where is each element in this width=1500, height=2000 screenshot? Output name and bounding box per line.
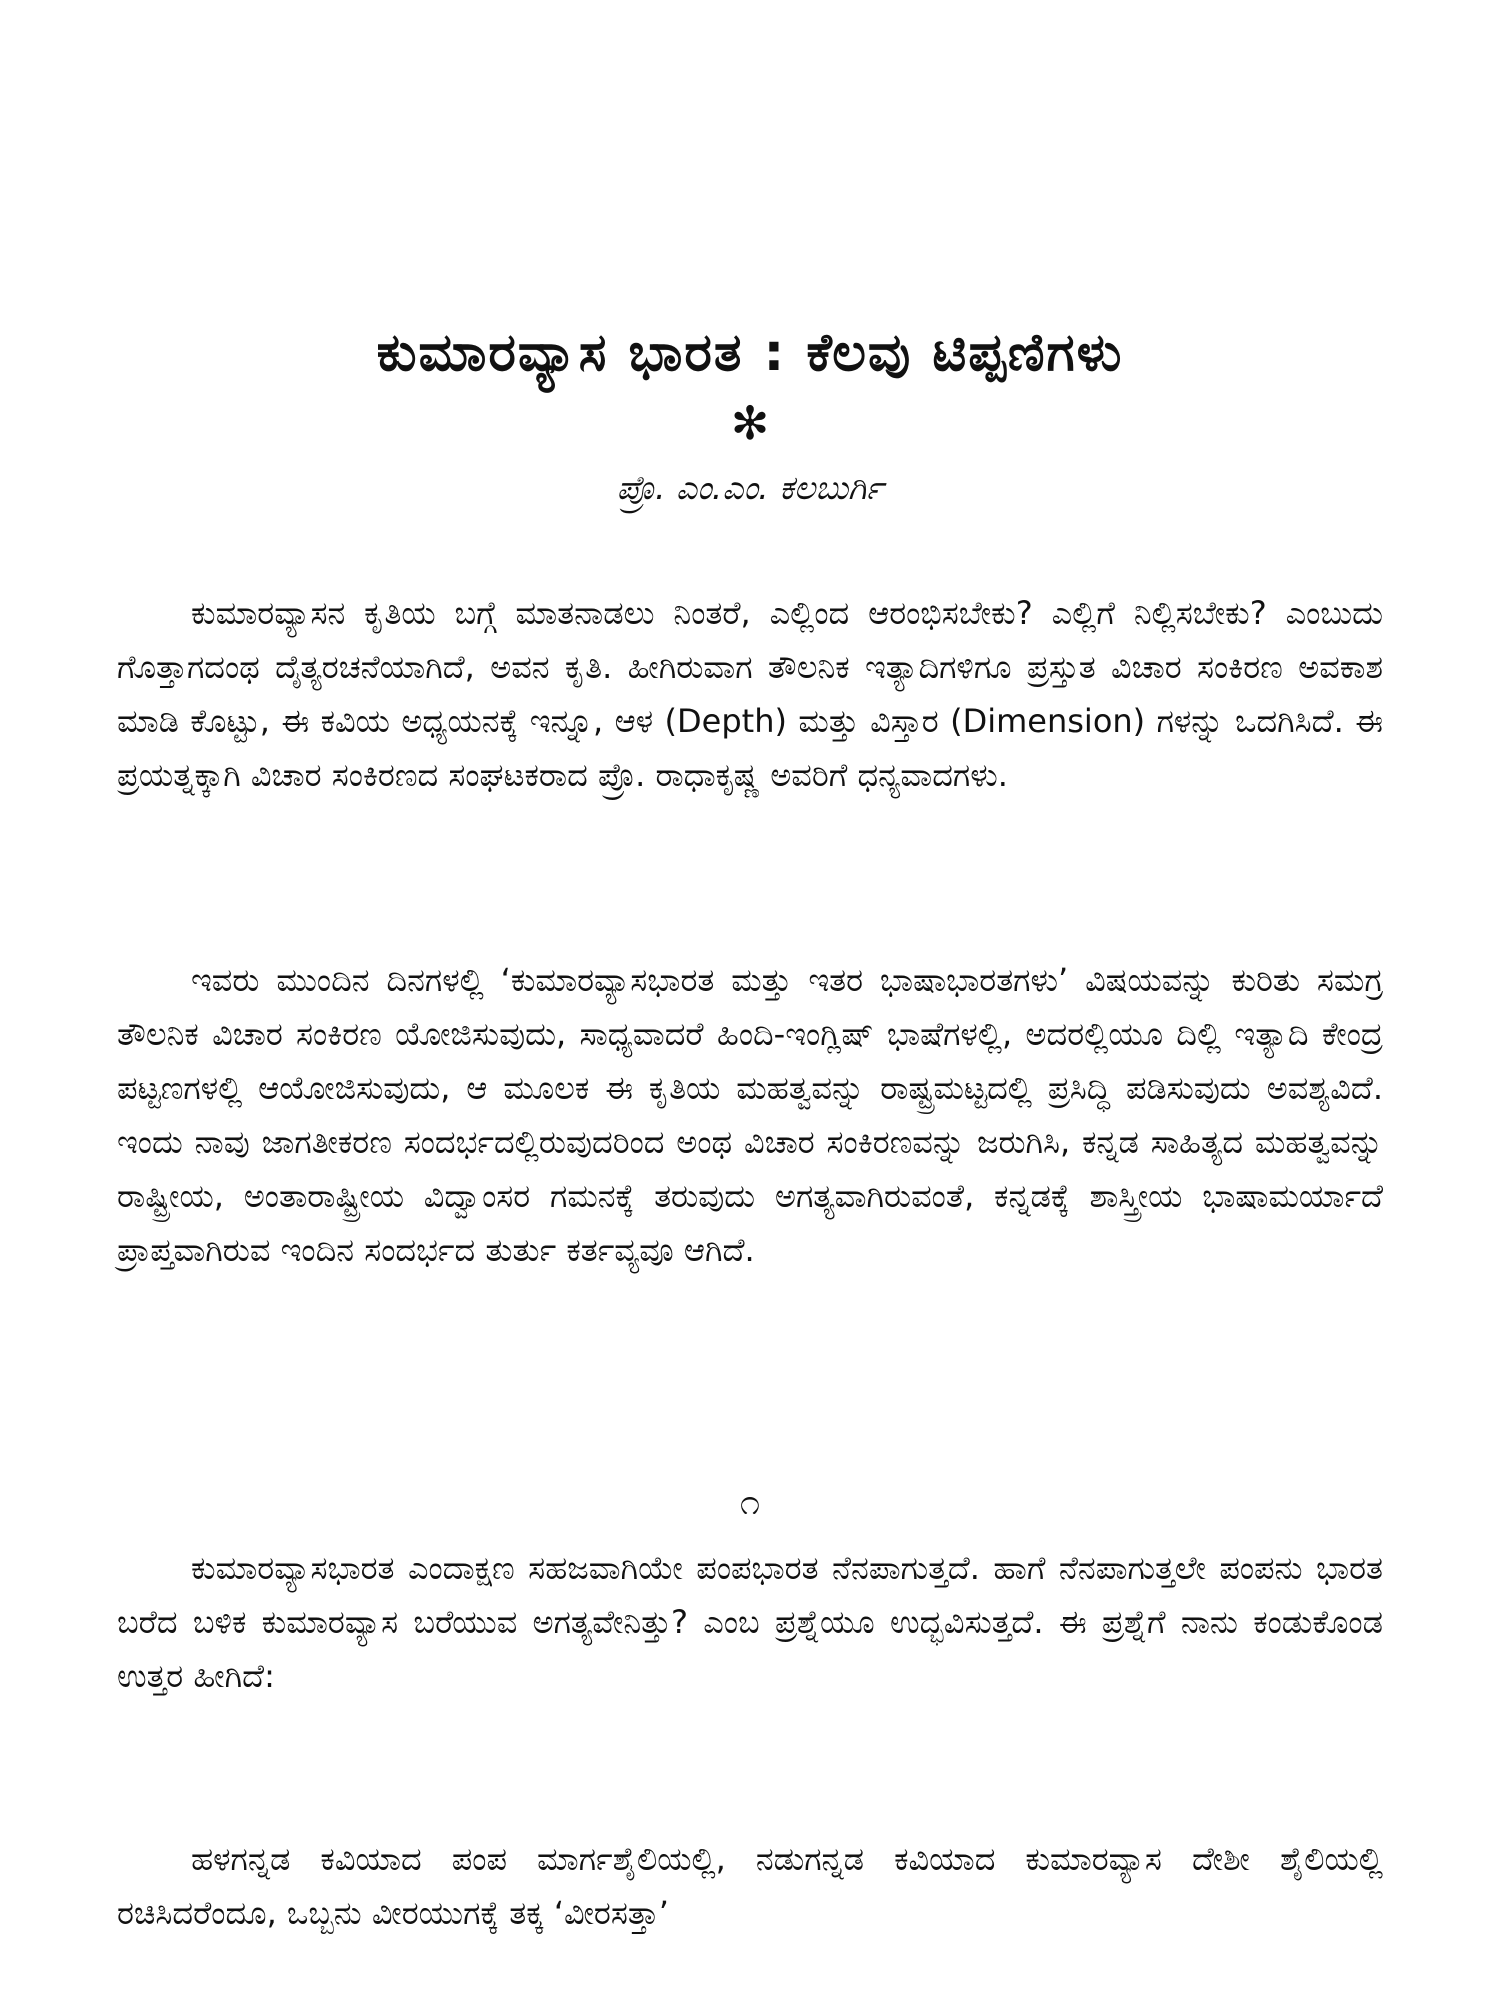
- author-name: ಪ್ರೊ. ಎಂ.ಎಂ. ಕಲಬುರ್ಗಿ: [616, 468, 884, 507]
- paragraph-text: ಇವರು ಮುಂದಿನ ದಿನಗಳಲ್ಲಿ ‘ಕುಮಾರವ್ಯಾಸಭಾರತ ಮತ್ತು ಇತರ ಭಾಷಾಭಾರತಗಳು’ ವಿಷಯವನ್ನು ಕುರಿತು ಸಮಗ್ರ ತೌಲನಿಕ ವಿಚಾರ ಸಂಕಿರಣ ಯೋಜಿಸುವುದು, ಸಾಧ್ಯವಾದರೆ ಹಿಂದಿ-ಇಂಗ್ಲಿಷ್ ಭಾಷೆಗಳಲ್ಲಿ, ಅದರಲ್ಲಿಯೂ ದಿಲ್ಲಿ ಇತ್ಯಾದಿ ಕೇಂದ್ರ ಪಟ್ಟಣಗಳಲ್ಲಿ ಆಯೋಜಿಸುವುದು, ಆ ಮೂಲಕ ಈ ಕೃತಿಯ ಮಹತ್ವವನ್ನು ರಾಷ್ಟ್ರಮಟ್ಟದಲ್ಲಿ ಪ್ರಸಿದ್ಧಿ ಪಡಿಸುವುದು ಅವಶ್ಯವಿದೆ. ಇಂದು ನಾವು ಜಾಗತೀಕರಣ ಸಂದರ್ಭದಲ್ಲಿರುವುದರಿಂದ ಅಂಥ ವಿಚಾರ ಸಂಕಿರಣವನ್ನು ಜರುಗಿಸಿ, ಕನ್ನಡ ಸಾಹಿತ್ಯದ ಮಹತ್ವವನ್ನು ರಾಷ್ಟ್ರೀಯ, ಅಂತಾರಾಷ್ಟ್ರೀಯ ವಿದ್ವಾಂಸರ ಗಮನಕ್ಕೆ ತರುವುದು ಅಗತ್ಯವಾಗಿರುವಂತೆ, ಕನ್ನಡಕ್ಕೆ ಶಾಸ್ತ್ರೀಯ ಭಾಷಾಮರ್ಯಾದೆ ಪ್ರಾಪ್ತವಾಗಿರುವ ಇಂದಿನ ಸಂದರ್ಭದ ತುರ್ತು ಕರ್ತವ್ಯವೂ ಆಗಿದೆ.: [117, 961, 1383, 1269]
- article-title: ಕುಮಾರವ್ಯಾಸ ಭಾರತ : ಕೆಲವು ಟಿಪ್ಪಣಿಗಳು: [376, 323, 1124, 383]
- asterisk-separator-icon: ✻: [730, 396, 770, 450]
- paragraph-4: [117, 1832, 1383, 1940]
- paragraph-text: ಹಳಗನ್ನಡ ಕವಿಯಾದ ಪಂಪ ಮಾರ್ಗಶೈಲಿಯಲ್ಲಿ, ನಡುಗನ್ನಡ ಕವಿಯಾದ ಕುಮಾರವ್ಯಾಸ ದೇಶೀ ಶೈಲಿಯಲ್ಲಿ ರಚಿಸಿದರೆಂದೂ, ಒಬ್ಬನು ವೀರಯುಗಕ್ಕೆ ತಕ್ಕ ‘ವೀರಸತ್ತಾ’: [117, 1840, 1383, 1932]
- paragraph-2: [117, 953, 1383, 1277]
- paragraph-3: [117, 1541, 1383, 1703]
- paragraph-text: ಕುಮಾರವ್ಯಾಸನ ಕೃತಿಯ ಬಗ್ಗೆ ಮಾತನಾಡಲು ನಿಂತರೆ, ಎಲ್ಲಿಂದ ಆರಂಭಿಸಬೇಕು? ಎಲ್ಲಿಗೆ ನಿಲ್ಲಿಸಬೇಕು? ಎಂಬುದು ಗೊತ್ತಾಗದಂಥ ದೈತ್ಯರಚನೆಯಾಗಿದೆ, ಅವನ ಕೃತಿ. ಹೀಗಿರುವಾಗ ತೌಲನಿಕ ಇತ್ಯಾದಿಗಳಿಗೂ ಪ್ರಸ್ತುತ ವಿಚಾರ ಸಂಕಿರಣ ಅವಕಾಶ ಮಾಡಿ ಕೊಟ್ಟು, ಈ ಕವಿಯ ಅಧ್ಯಯನಕ್ಕೆ ಇನ್ನೂ, ಆಳ (Depth) ಮತ್ತು ವಿಸ್ತಾರ (Dimension) ಗಳನ್ನು ಒದಗಿಸಿದೆ. ಈ ಪ್ರಯತ್ನಕ್ಕಾಗಿ ವಿಚಾರ ಸಂಕಿರಣದ ಸಂಘಟಕರಾದ ಪ್ರೊ. ರಾಧಾಕೃಷ್ಣ ಅವರಿಗೆ ಧನ್ಯವಾದಗಳು.: [117, 594, 1383, 794]
- section-number: ೧: [739, 1482, 761, 1523]
- paragraph-1: [117, 586, 1383, 802]
- paragraph-text: ಕುಮಾರವ್ಯಾಸಭಾರತ ಎಂದಾಕ್ಷಣ ಸಹಜವಾಗಿಯೇ ಪಂಪಭಾರತ ನೆನಪಾಗುತ್ತದೆ. ಹಾಗೆ ನೆನಪಾಗುತ್ತಲೇ ಪಂಪನು ಭಾರತ ಬರೆದ ಬಳಿಕ ಕುಮಾರವ್ಯಾಸ ಬರೆಯುವ ಅಗತ್ಯವೇನಿತ್ತು? ಎಂಬ ಪ್ರಶ್ನೆಯೂ ಉದ್ಭವಿಸುತ್ತದೆ. ಈ ಪ್ರಶ್ನೆಗೆ ನಾನು ಕಂಡುಕೊಂಡ ಉತ್ತರ ಹೀಗಿದೆ:: [117, 1549, 1383, 1695]
